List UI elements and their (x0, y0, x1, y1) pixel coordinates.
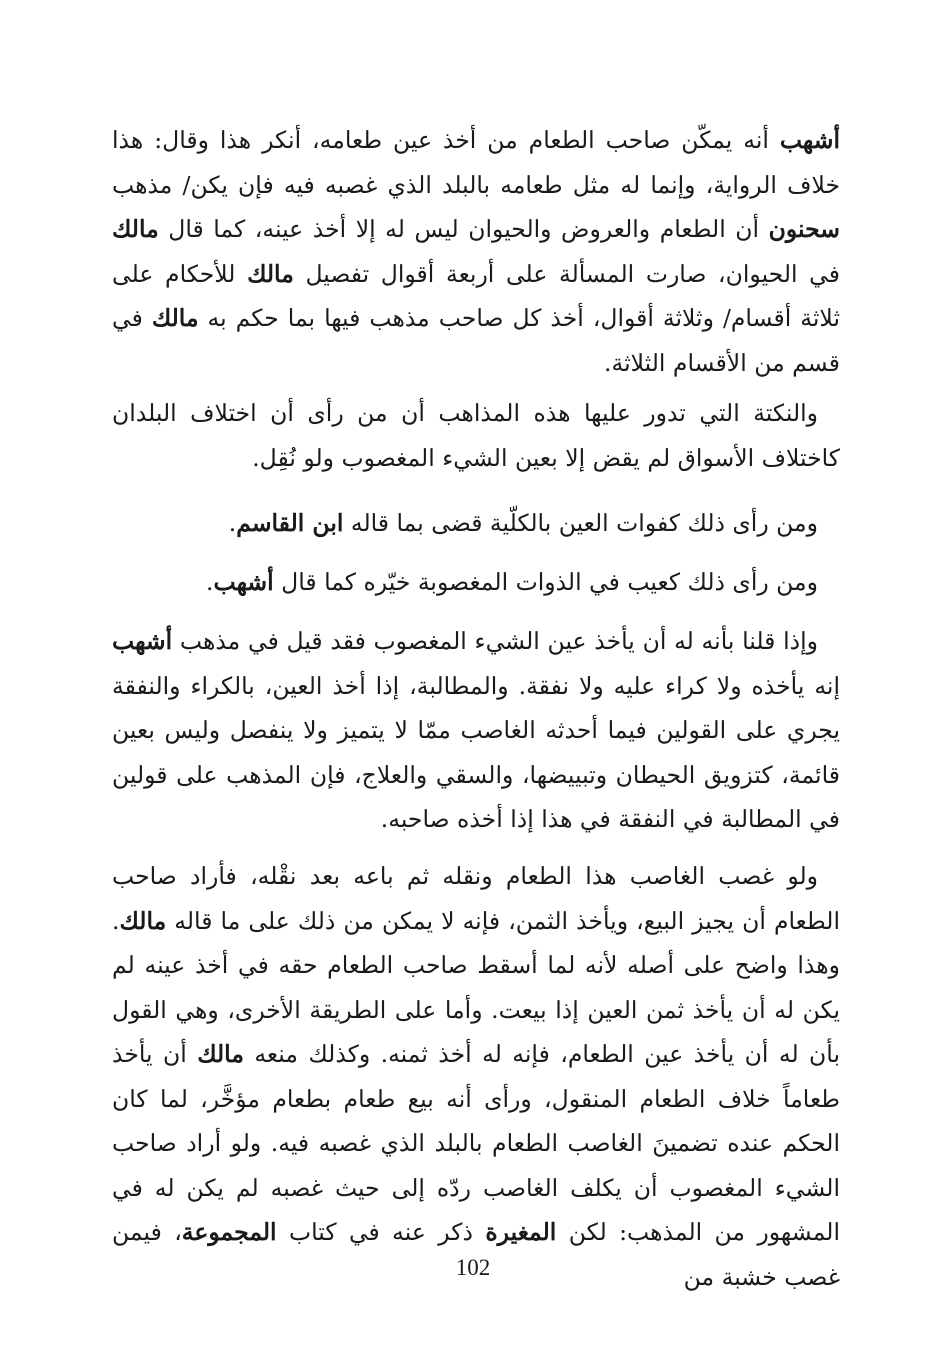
text-run: والنكتة التي تدور عليها هذه المذاهب أن من رأى أن اختلاف البلدان كاختلاف الأسواق لم يقض إلا بعين الشيء المغصوب ولو نُقِل. (112, 399, 840, 472)
bold-name: مالك (247, 259, 294, 288)
bold-name: مالك (112, 215, 159, 243)
paragraph (112, 560, 840, 604)
text-run: ذكر عنه في كتاب (276, 1218, 486, 1246)
text-run: للأحكام على ثلاثة أقسام/ وثلاثة أقوال، أخذ كل صاحب مذهب فيها بما حكم به (112, 259, 840, 332)
text-run: أن الطعام والعروض والحيوان ليس له إلا أخذ عينه، كما قال (158, 215, 769, 243)
page-number: 102 (455, 1255, 491, 1280)
paragraph (112, 118, 840, 380)
text-run: في قسم من الأقسام الثلاثة. (112, 304, 840, 377)
bold-name: أشهب (112, 627, 173, 655)
text-run: . (206, 568, 214, 596)
text-run: وإذا قلنا بأنه له أن يأخذ عين الشيء المغصوب فقد قيل في مذهب (172, 627, 818, 655)
text-run: في الحيوان، صارت المسألة على أربعة أقوال تفصيل (293, 259, 840, 288)
text-run: . وهذا واضح على أصله لأنه لما أسقط صاحب الطعام حقه في أخذ عينه لم يكن له أن يأخذ ثمن العين إذا بيعت. وأما على الطريقة الأخرى، وهي القول بأن له أن يأخذ عين الطعام، فإنه له أخذ ثمنه. وكذلك منعه (112, 906, 840, 1068)
text-run: إنه يأخذه ولا كراء عليه ولا نفقة. والمطالبة، إذا أخذ العين، بالكراء والنفقة يجري على القولين فيما أحدثه الغاصب ممّا لا يتميز ولا ينفصل وليس بعين قائمة، كتزويق الحيطان وتبييضها، والسقي والعلاج، فإن المذهب على قولين في المطالبة في النفقة في هذا إذا أخذه صاحبه. (112, 671, 840, 833)
bold-name: ابن القاسم (236, 509, 344, 537)
paragraph (112, 501, 840, 545)
bold-name: المغيرة (485, 1218, 557, 1246)
paragraph (112, 391, 840, 486)
bold-name: أشهب (213, 568, 274, 596)
bold-name: أشهب (779, 126, 840, 154)
bold-name: مالك (119, 906, 167, 935)
bold-name: مالك (151, 304, 199, 332)
text-run: أن يأخذ طعاماً خلاف الطعام المنقول، ورأى أنه بيع طعام بطعام مؤخَّر، لما كان الحكم عنده تضمينَ الغاصب الطعام بالبلد الذي غصبه فيه. ولو أراد صاحب الشيء المغصوب أن يكلف الغاصب ردّه إلى حيث غصبه لم يكن له في المشهور من المذهب: لكن (112, 1040, 840, 1246)
text-run: ومن رأى ذلك كعيب في الذوات المغصوبة خيّره كما قال (273, 568, 818, 596)
paragraph (112, 619, 840, 841)
bold-name: سحنون (768, 215, 840, 243)
page-body (112, 118, 840, 1299)
bold-name: مالك (197, 1040, 244, 1068)
bold-name: المجموعة (181, 1218, 277, 1246)
text-run: ولو غصب الغاصب هذا الطعام ونقله ثم باعه بعد نقْله، فأراد صاحب الطعام أن يجيز البيع، ويأخذ الثمن، فإنه لا يمكن من ذلك على ما قاله (112, 862, 840, 935)
paragraph (112, 854, 840, 1299)
text-run: . (228, 509, 237, 537)
text-run: أنه يمكّن صاحب الطعام من أخذ عين طعامه، أنكر هذا وقال: هذا خلاف الرواية، وإنما له مثل طعامه بالبلد الذي غصبه فيه فإن يكن/ مذهب (112, 126, 840, 199)
text-run: ، فيمن غصب خشبة من (112, 1218, 840, 1291)
text-run: ومن رأى ذلك كفوات العين بالكلّية قضى بما قاله (343, 509, 818, 537)
